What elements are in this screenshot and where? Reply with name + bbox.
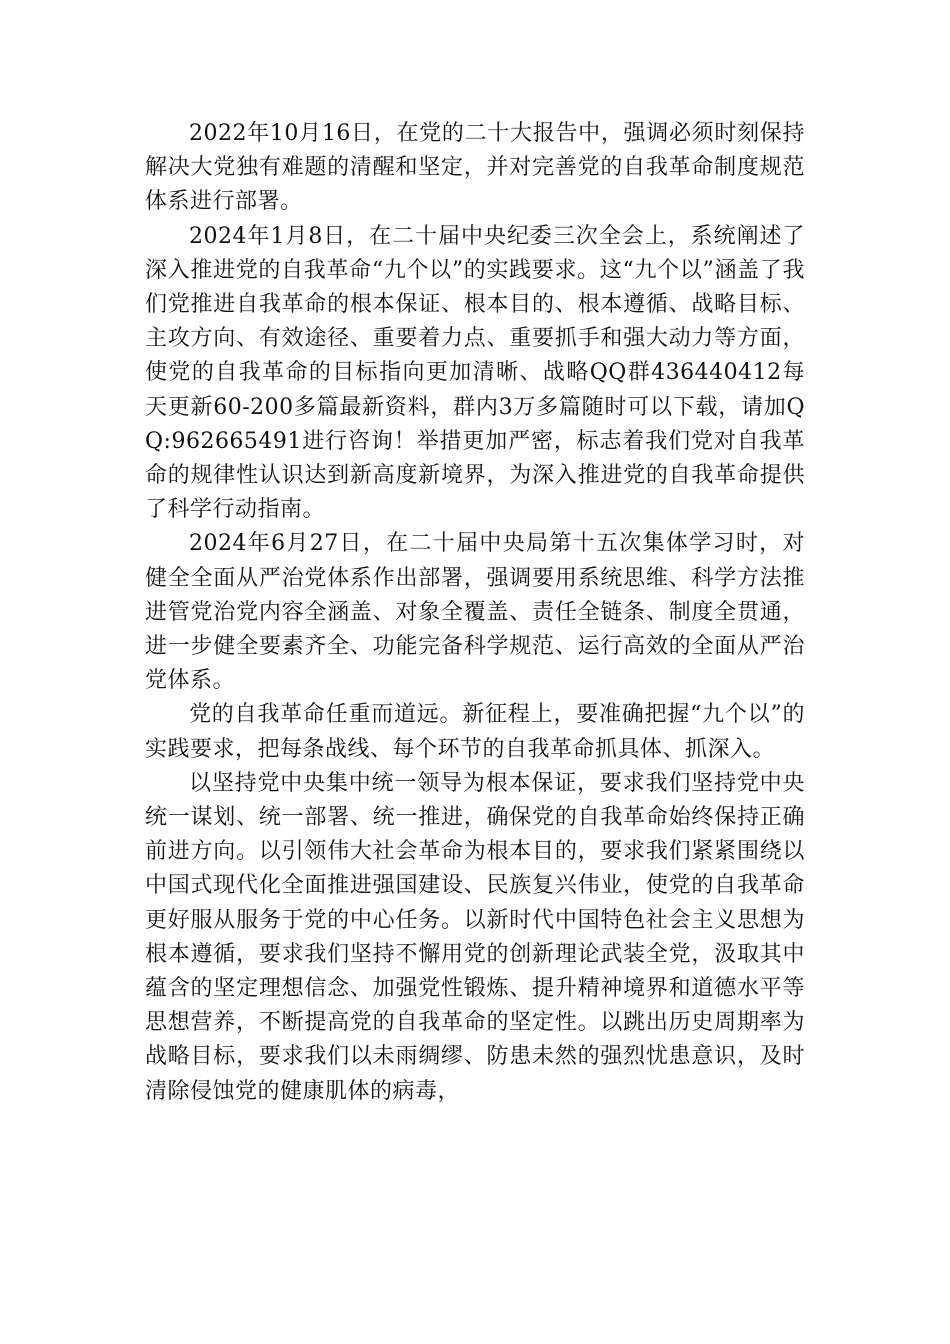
document-body [145, 117, 805, 1109]
paragraph-2: 2024年1月8日，在二十届中央纪委三次全会上，系统阐述了深入推进党的自我革命“九个以”的实践要求。这“九个以”涵盖了我们党推进自我革命的根本保证、根本目的、根本遵循、战略目标、主攻方向、有效途径、重要着力点、重要抓手和强大动力等方面，使党的自我革命的目标指向更加清晰、战略QQ群436440412每天更新60-200多篇最新资料，群内3万多篇随时可以下载，请加QQ:962665491进行咨询！举措更加严密，标志着我们党对自我革命的规律性认识达到新高度新境界，为深入推进党的自我革命提供了科学行动指南。 [145, 223, 805, 523]
paragraph-4: 党的自我革命任重而道远。新征程上，要准确把握“九个以”的实践要求，把每条战线、每个环节的自我革命抓具体、抓深入。 [145, 702, 805, 762]
paragraph-5: 以坚持党中央集中统一领导为根本保证，要求我们坚持党中央统一谋划、统一部署、统一推进，确保党的自我革命始终保持正确前进方向。以引领伟大社会革命为根本目的，要求我们紧紧围绕以中国式现代化全面推进强国建设、民族复兴伟业，使党的自我革命更好服从服务于党的中心任务。以新时代中国特色社会主义思想为根本遵循，要求我们坚持不懈用党的创新理论武装全党，汲取其中蕴含的坚定理想信念、加强党性锻炼、提升精神境界和道德水平等思想营养，不断提高党的自我革命的坚定性。以跳出历史周期率为战略目标，要求我们以未雨绸缪、防患未然的强烈忧患意识，及时清除侵蚀党的健康肌体的病毒， [145, 770, 805, 1104]
paragraph-3: 2024年6月27日，在二十届中央局第十五次集体学习时，对健全全面从严治党体系作出部署，强调要用系统思维、科学方法推进管党治党内容全涵盖、对象全覆盖、责任全链条、制度全贯通，进一步健全要素齐全、功能完备科学规范、运行高效的全面从严治党体系。 [145, 531, 805, 694]
paragraph-1: 2022年10月16日，在党的二十大报告中，强调必须时刻保持解决大党独有难题的清醒和坚定，并对完善党的自我革命制度规范体系进行部署。 [145, 121, 805, 215]
